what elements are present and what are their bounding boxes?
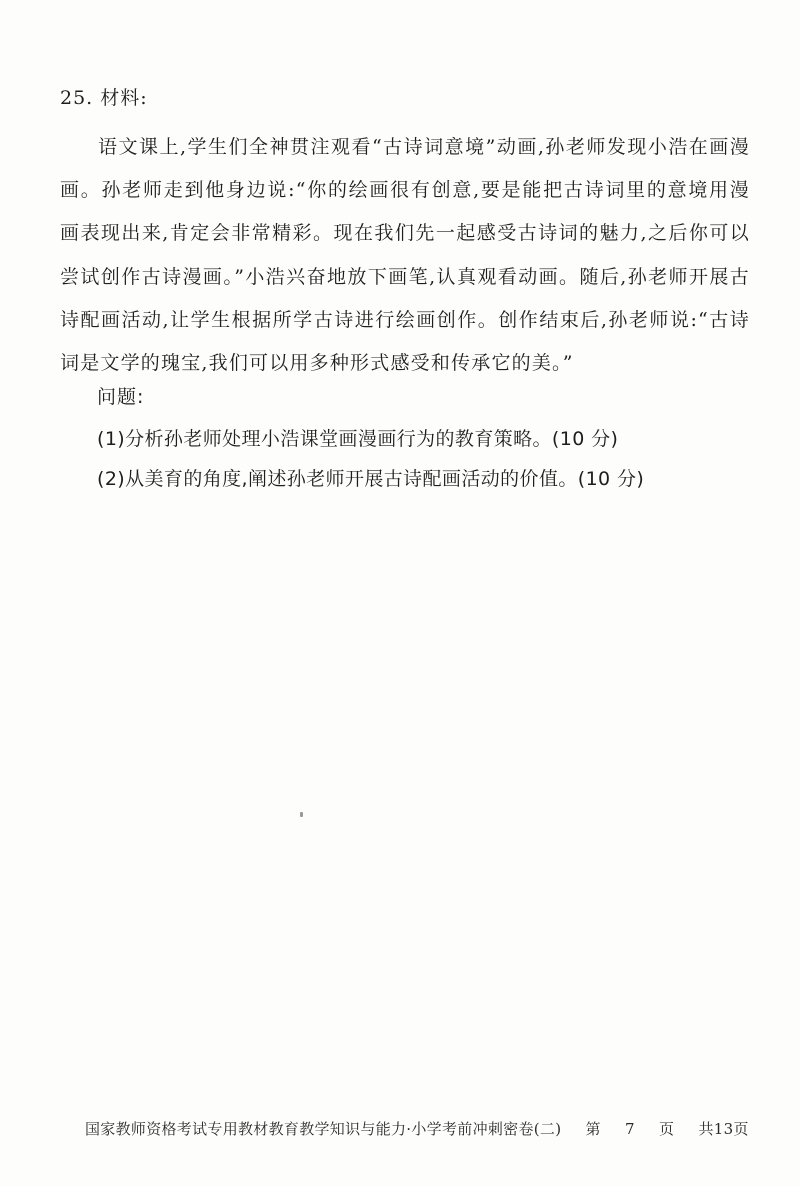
sub-question-2: (2)从美育的角度,阐述孙老师开展古诗配画活动的价值。(10 分) [97,468,645,490]
question-heading: 25. 材料: [60,87,148,109]
sub-question-1: (1)分析孙老师处理小浩课堂画漫画行为的教育策略。(10 分) [97,428,619,450]
page-footer [85,1118,749,1140]
footer-total-pages: 共13页 [698,1120,749,1138]
footer-book-title: 国家教师资格考试专用教材教育教学知识与能力·小学考前冲刺密卷(二) [85,1120,562,1138]
scan-speck [300,812,303,817]
material-paragraph: 语文课上,学生们全神贯注观看“古诗词意境”动画,孙老师发现小浩在画漫画。孙老师走到他身边说:“你的绘画很有创意,要是能把古诗词里的意境用漫画表现出来,肯定会非常精彩。现在我们先一起感受古诗词的魅力,之后你可以尝试创作古诗漫画。”小浩兴奋地放下画笔,认真观看动画。随后,孙老师开展古诗配画活动,让学生根据所学古诗进行绘画创作。创作结束后,孙老师说:“古诗词是文学的瑰宝,我们可以用多种形式感受和传承它的美。” [60,136,750,375]
problem-label: 问题: [97,386,145,408]
footer-page-unit: 页 [659,1120,675,1138]
footer-page-number: 7 [625,1120,635,1138]
footer-page-prefix: 第 [585,1120,601,1138]
